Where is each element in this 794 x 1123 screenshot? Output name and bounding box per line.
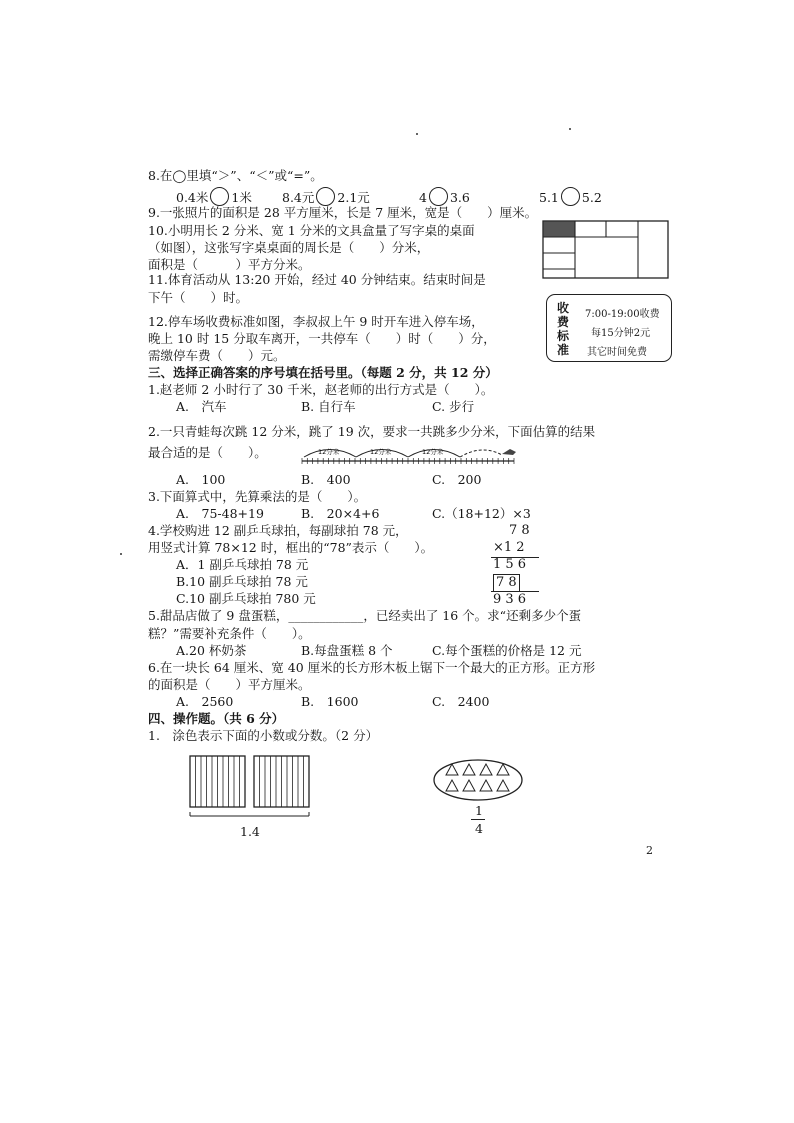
s3-q2-line-2: 最合适的是（ ）。 [148,445,267,460]
s3-q6-option-b: B. 1600 [301,694,359,709]
s3-q4-option-b: B.10 副乒乓球拍 78 元 [176,574,308,589]
fraction-shading-diagram[interactable] [430,757,526,803]
s3-q1-option-b: B. 自行车 [301,399,356,414]
q12-line-3: 需缴停车费（ ）元。 [148,348,286,363]
s3-q3-option-c: C.（18+12）×3 [432,506,531,521]
s3-q5-option-b: B.每盘蛋糕 8 个 [301,643,393,658]
jump-label-2: 12分米 [370,448,392,456]
fraction-bar [471,819,485,820]
frog-icon [502,449,516,455]
calc-row-5: 9 3 6 [493,592,527,607]
triangle-shape [480,780,492,791]
fee-line-2: 每15分钟2元 [591,328,651,339]
s3-q2-option-c: C. 200 [432,472,482,487]
q12-line-1: 12.停车场收费标准如图，李叔叔上午 9 时开车进入停车场， [148,314,484,329]
s4-q1-text: 1. 涂色表示下面的小数或分数。（2 分） [148,728,379,743]
calc-row-4-boxed: 7 8 [493,574,520,592]
desk-diagram [540,218,672,282]
scan-speck [120,553,122,555]
q8-item-2: 8.4元 2.1元 [282,187,370,206]
jump-label-1: 12分米 [318,448,340,456]
parking-fee-sign [546,294,672,362]
s3-q4-option-c: C.10 副乒乓球拍 780 元 [176,591,316,606]
s3-q3-option-a: A. 75-48+19 [176,506,264,521]
q8-item-4: 5.1 5.2 [539,187,602,206]
s3-q1-option-c: C. 步行 [432,399,475,414]
s3-q5-line-2: 糕？”需要补充条件（ ）。 [148,626,311,641]
answer-circle[interactable] [429,187,448,206]
decimal-shading-diagram[interactable] [186,752,314,824]
q10-line-3: 面积是（ ）平方分米。 [148,257,311,272]
s3-q2-line-1: 2.一只青蛙每次跳 12 分米，跳了 19 次，要求一共跳多少分米，下面估算的结果 [148,424,596,439]
triangle-shape [463,764,475,775]
section-4-heading: 四、操作题。（共 6 分） [148,711,285,726]
s3-q1-option-a: A. 汽车 [176,399,227,414]
s3-q6-option-a: A. 2560 [176,694,234,709]
q8-item-3: 4 3.6 [419,187,470,206]
fee-label: 收费标准 [557,301,570,357]
frog-jump-diagram [298,440,520,466]
s3-q4-option-a: A．1 副乒乓球拍 78 元 [176,557,309,572]
page-number: 2 [646,844,653,857]
q11-line-2: 下午（ ）时。 [148,290,249,305]
scan-speck [416,133,418,135]
s3-q3-text: 3.下面算式中，先算乘法的是（ ）。 [148,489,367,504]
q8-item-1: 0.4米 1米 [176,187,252,206]
s3-q6-line-1: 6.在一块长 64 厘米、宽 40 厘米的长方形木板上锯下一个最大的正方形。正方形 [148,660,596,675]
triangle-shape [497,780,509,791]
s3-q1-text: 1.赵老师 2 小时行了 30 千米，赵老师的出行方式是（ ）。 [148,382,494,397]
fraction-numerator: 1 [475,803,483,818]
triangle-shape [480,764,492,775]
calc-row-3: 1 5 6 [493,557,527,572]
s3-q6-line-2: 的面积是（ ）平方厘米。 [148,677,311,692]
q8-title: 8.在◯里填“＞”、“＜”或“=”。 [148,168,323,183]
section-3-heading: 三、选择正确答案的序号填在括号里。（每题 2 分，共 12 分） [148,365,498,380]
q11-line-1: 11.体育活动从 13:20 开始，经过 40 分钟结束。结束时间是 [148,272,486,287]
s3-q3-option-b: B. 20×4+6 [301,506,380,521]
answer-circle[interactable] [561,187,580,206]
calc-row-1: 7 8 [509,523,530,538]
s3-q6-option-c: C. 2400 [432,694,490,709]
answer-circle[interactable] [316,187,335,206]
fee-line-1: 7:00-19:00收费 [585,309,660,320]
calc-row-2: ×1 2 [493,540,525,555]
s3-q2-option-a: A. 100 [176,472,226,487]
fraction-denominator: 4 [475,821,483,836]
q12-line-2: 晚上 10 时 15 分取车离开，一共停车（ ）时（ ）分， [148,331,496,346]
answer-circle[interactable] [210,187,229,206]
decimal-label: 1.4 [240,824,260,839]
s3-q4-line-1: 4.学校购进 12 副乒乓球拍，每副球拍 78 元， [148,523,408,538]
triangle-shape [463,780,475,791]
q10-line-1: 10.小明用长 2 分米、宽 1 分米的文具盒量了写字桌的桌面 [148,223,475,238]
fee-line-3: 其它时间免费 [587,347,647,358]
jump-label-3: 12分米 [422,448,444,456]
triangle-shape [446,780,458,791]
s3-q5-option-c: C.每个蛋糕的价格是 12 元 [432,643,582,658]
q9-text: 9.一张照片的面积是 28 平方厘米，长是 7 厘米，宽是（ ）厘米。 [148,205,538,220]
s3-q5-option-a: A.20 杯奶茶 [176,643,247,658]
s3-q2-option-b: B. 400 [301,472,351,487]
scan-speck [569,128,571,130]
q10-line-2: （如图），这张写字桌桌面的周长是（ ）分米， [148,240,430,255]
s3-q5-line-1: 5.甜品店做了 9 盘蛋糕，____________，已经卖出了 16 个。求“还剩多少个蛋 [148,608,582,623]
s3-q4-line-2: 用竖式计算 78×12 时，框出的“78”表示（ ）。 [148,540,434,555]
